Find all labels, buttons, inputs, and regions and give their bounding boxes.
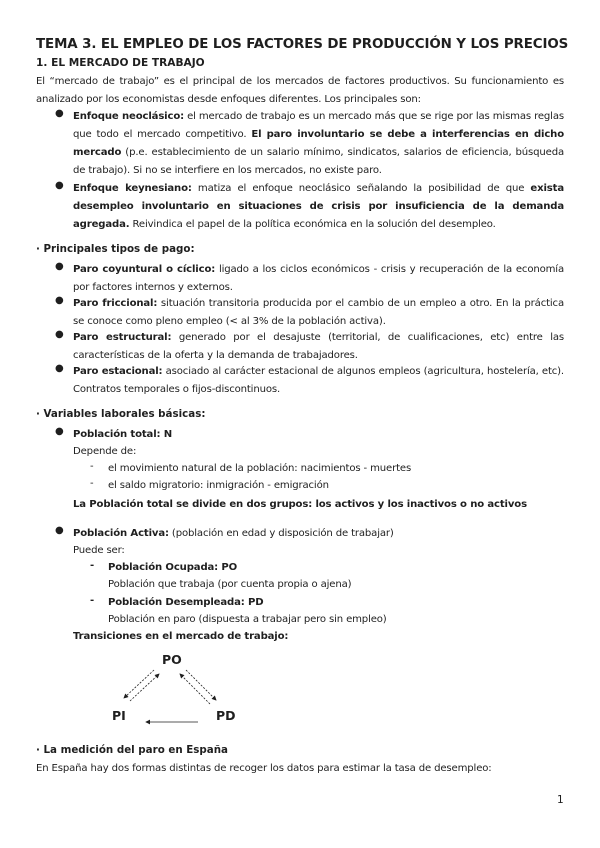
paro-label: Paro friccional: [73, 298, 158, 309]
paro-text: situación transitoria producida por el cambio de un empleo a otro. En la práctica se conoce como pleno empleo (< al 3% de la población activa). [73, 298, 564, 327]
depende-de-label: Depende de: [73, 446, 137, 457]
depende-item-natural: el movimiento natural de la población: nacimientos - muertes [108, 463, 412, 474]
arrow-pi-to-po [130, 674, 159, 701]
list-item-paro-coyuntural [73, 261, 564, 297]
list-item-neoclasico [73, 108, 564, 180]
dash-marker: - [90, 461, 94, 472]
diagram-node-po: PO [162, 652, 182, 667]
dash-marker: - [90, 595, 95, 606]
transitions-diagram [100, 648, 260, 730]
section-heading-variables: · Variables laborales básicas: [36, 408, 206, 420]
dash-marker: - [90, 560, 95, 571]
keynesiano-bold: exista desempleo involuntario en situaciones de crisis por insuficiencia de la demanda agregada. [73, 183, 564, 230]
list-item-keynesiano [73, 180, 564, 234]
intro-paragraph: El “mercado de trabajo” es el principal de los mercados de factores productivos. Su funcionamiento es analizado por los economistas desde enfoques diferentes. Los principales son: [36, 76, 564, 105]
neoclasico-text-2: (p.e. establecimiento de un salario mínimo, sindicatos, salarios de eficiencia, búsqueda de trabajo). Si no se interfiere en los mercados, no existe paro. [73, 147, 564, 176]
diagram-node-pd: PD [216, 708, 236, 723]
poblacion-total-summary: La Población total se divide en dos grupos: los activos y los inactivos o no activos [73, 499, 527, 510]
poblacion-activa-label: Población Activa: [73, 528, 169, 539]
paro-label: Paro estructural: [73, 332, 172, 343]
transiciones-label: Transiciones en el mercado de trabajo: [73, 631, 289, 642]
bullet-icon: ● [55, 295, 64, 306]
keynesiano-text-1: matiza el enfoque neoclásico señalando la posibilidad de que [191, 183, 531, 194]
poblacion-ocupada-text: Población que trabaja (por cuenta propia o ajena) [108, 579, 352, 590]
poblacion-ocupada-label: Población Ocupada: PO [108, 562, 238, 573]
bullet-icon: ● [55, 108, 64, 119]
depende-item-migratorio: el saldo migratorio: inmigración - emigración [108, 480, 329, 491]
diagram-node-pi: PI [112, 708, 126, 723]
list-item-paro-friccional [73, 295, 564, 331]
paro-text: generado por el desajuste (territorial, de cualificaciones, etc) entre las características de la oferta y la demanda de trabajadores. [73, 332, 565, 361]
poblacion-total-label: Población total: N [73, 429, 173, 440]
poblacion-desempleada-label: Población Desempleada: PD [108, 597, 264, 608]
neoclasico-text-1: el mercado de trabajo es un mercado más que se rige por las mismas reglas que todo el mercado competitivo. [73, 111, 564, 140]
medicion-paragraph: En España hay dos formas distintas de recoger los datos para estimar la tasa de desempleo: [36, 763, 492, 774]
section-heading-medicion: · La medición del paro en España [36, 744, 229, 756]
section-heading-tipos: · Principales tipos de pago: [36, 243, 195, 255]
bullet-icon: ● [55, 261, 64, 272]
list-item-paro-estacional [73, 363, 564, 399]
keynesiano-text-2: Reivindica el papel de la política económica en la solución del desempleo. [129, 219, 496, 230]
page-number: 1 [557, 794, 564, 806]
paro-text: ligado a los ciclos económicos - crisis y recuperación de la economía por factores internos y externos. [73, 264, 564, 293]
section-heading-mercado: 1. EL MERCADO DE TRABAJO [36, 57, 205, 69]
bullet-icon: ● [55, 525, 64, 536]
poblacion-activa-item [73, 525, 394, 543]
poblacion-activa-text: (población en edad y disposición de trabajar) [168, 528, 394, 539]
list-item-paro-estructural [73, 329, 564, 365]
puede-ser-label: Puede ser: [73, 545, 125, 556]
bullet-icon: ● [55, 329, 64, 340]
bullet-icon: ● [55, 426, 64, 437]
paro-label: Paro coyuntural o cíclico: [73, 264, 216, 275]
bullet-icon: ● [55, 363, 64, 374]
dash-marker: - [90, 478, 94, 489]
neoclasico-bold: El paro involuntario se debe a interferencias en dicho mercado [73, 129, 564, 158]
keynesiano-label: Enfoque keynesiano: [73, 183, 192, 194]
paro-text: asociado al carácter estacional de algunos empleos (agricultura, hostelería, etc). Contratos temporales o fijos-discontinuos. [73, 366, 564, 395]
neoclasico-label: Enfoque neoclásico: [73, 111, 184, 122]
bullet-icon: ● [55, 180, 64, 191]
poblacion-desempleada-text: Población en paro (dispuesta a trabajar pero sin empleo) [108, 614, 387, 625]
arrow-po-to-pi [124, 670, 154, 698]
paro-label: Paro estacional: [73, 366, 163, 377]
document-title: TEMA 3. EL EMPLEO DE LOS FACTORES DE PRODUCCIÓN Y LOS PRECIOS [36, 37, 569, 52]
